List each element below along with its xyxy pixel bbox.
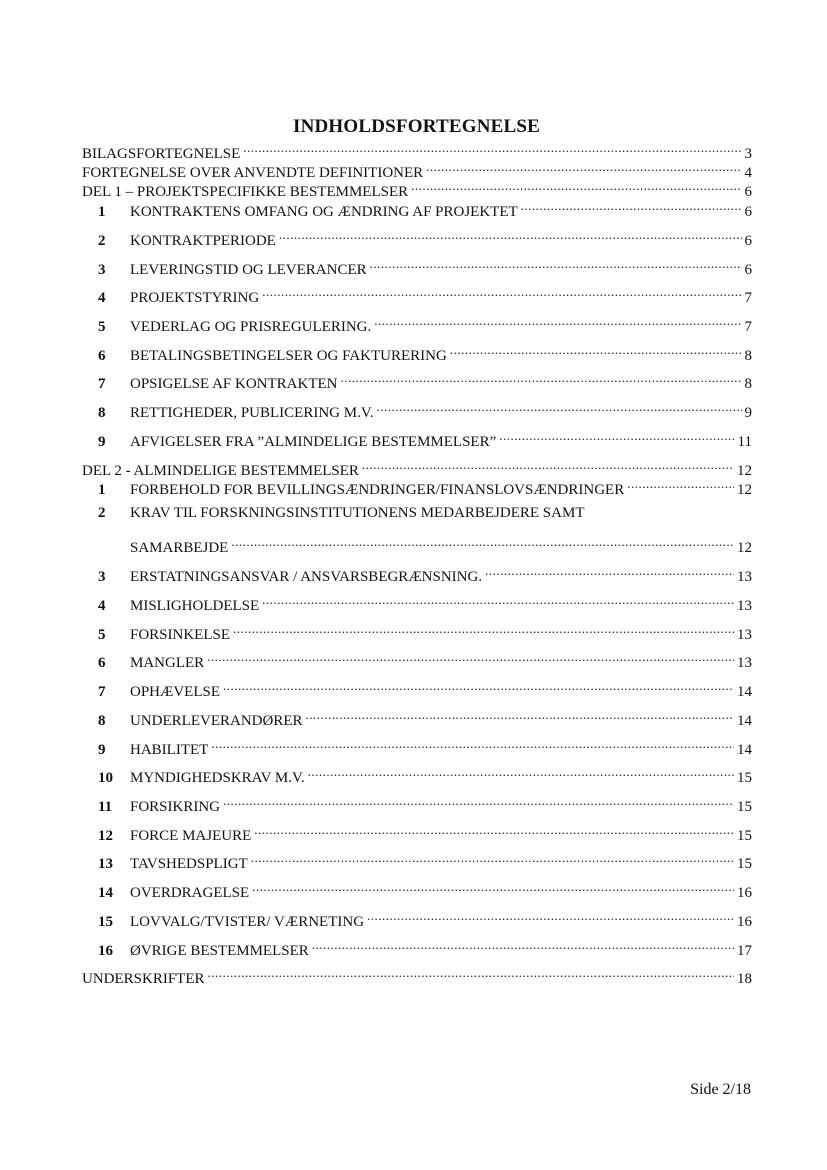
toc-page-number: 4: [744, 165, 752, 181]
toc-number: 13: [98, 856, 113, 872]
dot-leader: [233, 619, 734, 639]
toc-entry-part2-2-continued[interactable]: [98, 532, 752, 556]
toc-entry-part2-1[interactable]: [98, 474, 752, 498]
toc-page-number: 13: [737, 598, 752, 614]
toc-page-number: 15: [737, 770, 752, 786]
toc-page-number: 15: [737, 828, 752, 844]
toc-entry-part1-6[interactable]: [98, 340, 752, 364]
toc-entry-part2-2[interactable]: [98, 503, 752, 523]
dot-leader: [251, 848, 734, 868]
toc-entry-part2-14[interactable]: [98, 877, 752, 901]
toc-entry-part1-7[interactable]: [98, 368, 752, 392]
toc-label: OVERDRAGELSE: [130, 885, 250, 901]
toc-number: 4: [98, 598, 106, 614]
toc-number: 7: [98, 376, 106, 392]
dot-leader: [627, 474, 734, 494]
toc-label: ØVRIGE BESTEMMELSER: [130, 943, 309, 959]
dot-leader: [376, 397, 741, 417]
toc-label: BETALINGSBETINGELSER OG FAKTURERING: [130, 348, 447, 364]
dot-leader: [367, 906, 734, 926]
toc-page-number: 3: [744, 146, 752, 162]
page-footer: Side 2/18: [690, 1081, 751, 1098]
toc-entry-part2-13[interactable]: [98, 848, 752, 872]
dot-leader: [308, 762, 734, 782]
toc-page-number: 15: [737, 799, 752, 815]
toc-page-number: 12: [737, 540, 752, 556]
dot-leader: [243, 138, 741, 158]
toc-page-number: 16: [737, 885, 752, 901]
toc-page-number: 13: [737, 569, 752, 585]
toc-page-number: 7: [744, 319, 752, 335]
toc-number: 5: [98, 319, 106, 335]
toc-label: RETTIGHEDER, PUBLICERING M.V.: [130, 405, 374, 421]
toc-number: 7: [98, 684, 106, 700]
toc-label: MYNDIGHEDSKRAV M.V.: [130, 770, 305, 786]
toc-label: ERSTATNINGSANSVAR / ANSVARSBEGRÆNSNING.: [130, 569, 483, 585]
toc-page-number: 11: [737, 434, 752, 450]
dot-leader: [211, 734, 734, 754]
toc-number: 1: [98, 482, 106, 498]
toc-label: VEDERLAG OG PRISREGULERING.: [130, 319, 372, 335]
dot-leader: [485, 561, 734, 581]
toc-entry-part1-9[interactable]: [98, 426, 752, 450]
toc-number: 14: [98, 885, 113, 901]
toc-label: FORBEHOLD FOR BEVILLINGSÆNDRINGER/FINANSLOVSÆNDRINGER: [130, 482, 625, 498]
toc-entry-part2-4[interactable]: [98, 590, 752, 614]
toc-page-number: 16: [737, 914, 752, 930]
dot-leader: [208, 963, 734, 983]
toc-page-number: 6: [744, 204, 752, 220]
toc-number: 10: [98, 770, 113, 786]
toc-label: LOVVALG/TVISTER/ VÆRNETING: [130, 914, 365, 930]
toc-label: FORSINKELSE: [130, 627, 231, 643]
toc-label: DEL 2 - ALMINDELIGE BESTEMMELSER: [82, 463, 359, 479]
toc-entry-part2-7[interactable]: [98, 676, 752, 700]
toc-label: KONTRAKTPERIODE: [130, 233, 276, 249]
toc-entry-underskrifter[interactable]: [82, 963, 752, 987]
toc-entry-part2-16[interactable]: [98, 935, 752, 959]
dot-leader: [312, 935, 734, 955]
toc-label: KONTRAKTENS OMFANG OG ÆNDRING AF PROJEKTET: [130, 204, 518, 220]
toc-entry-part2-5[interactable]: [98, 619, 752, 643]
dot-leader: [231, 532, 734, 552]
toc-label: KRAV TIL FORSKNINGSINSTITUTIONENS MEDARBEJDERE SAMT: [130, 505, 585, 521]
toc-entry-definitioner[interactable]: [82, 157, 752, 181]
toc-label: MISLIGHOLDELSE: [130, 598, 260, 614]
toc-page-number: 17: [737, 943, 752, 959]
toc-entry-part2-12[interactable]: [98, 820, 752, 844]
dot-leader: [262, 282, 741, 302]
toc-entry-part2-15[interactable]: [98, 906, 752, 930]
toc-page-number: 13: [737, 655, 752, 671]
toc-entry-del-2[interactable]: [82, 455, 752, 479]
toc-number: 4: [98, 290, 106, 306]
toc-label: FORSIKRING: [130, 799, 221, 815]
dot-leader: [279, 225, 742, 245]
toc-entry-part2-6[interactable]: [98, 647, 752, 671]
toc-label: TAVSHEDSPLIGT: [130, 856, 248, 872]
dot-leader: [341, 368, 742, 388]
dot-leader: [262, 590, 734, 610]
toc-page-number: 7: [744, 290, 752, 306]
toc-entry-part2-11[interactable]: [98, 791, 752, 815]
toc-label: HABILITET: [130, 742, 209, 758]
toc-number: 15: [98, 914, 113, 930]
page-title: INDHOLDSFORTEGNELSE: [292, 116, 541, 137]
toc-number: 8: [98, 405, 106, 421]
toc-label: LEVERINGSTID OG LEVERANCER: [130, 262, 367, 278]
toc-page-number: 18: [737, 971, 752, 987]
toc-number: 8: [98, 713, 106, 729]
toc-label: UNDERLEVERANDØRER: [130, 713, 303, 729]
toc-number: 11: [98, 799, 113, 815]
toc-entry-part1-8[interactable]: [98, 397, 752, 421]
dot-leader: [254, 820, 734, 840]
toc-number: 6: [98, 655, 106, 671]
dot-leader: [207, 647, 734, 667]
toc-label: OPHÆVELSE: [130, 684, 221, 700]
dot-leader: [499, 426, 734, 446]
toc-number: 12: [98, 828, 113, 844]
toc-label: SAMARBEJDE: [130, 540, 229, 556]
dot-leader: [374, 311, 741, 331]
toc-page-number: 12: [737, 463, 752, 479]
toc-entry-part1-5[interactable]: [98, 311, 752, 335]
dot-leader: [306, 705, 735, 725]
toc-number: 3: [98, 262, 106, 278]
toc-label: OPSIGELSE AF KONTRAKTEN: [130, 376, 338, 392]
toc-entry-del-1[interactable]: [82, 176, 752, 200]
toc-number: 9: [98, 742, 106, 758]
toc-entry-part2-9[interactable]: [98, 734, 752, 758]
toc-label: AFVIGELSER FRA ”ALMINDELIGE BESTEMMELSER”: [130, 434, 497, 450]
toc-page-number: 6: [744, 233, 752, 249]
toc-entry-part1-2[interactable]: [98, 225, 752, 249]
toc-entry-part1-4[interactable]: [98, 282, 752, 306]
dot-leader: [426, 157, 741, 177]
toc-label: PROJEKTSTYRING: [130, 290, 260, 306]
toc-label: BILAGSFORTEGNELSE: [82, 146, 241, 162]
toc-label: MANGLER: [130, 655, 205, 671]
toc-entry-part1-3[interactable]: [98, 254, 752, 278]
toc-number: 16: [98, 943, 113, 959]
toc-page-number: 13: [737, 627, 752, 643]
toc-entry-part2-3[interactable]: [98, 561, 752, 585]
toc-number: 2: [98, 505, 106, 521]
dot-leader: [252, 877, 734, 897]
toc-page-number: 14: [737, 742, 752, 758]
toc-page-number: 14: [737, 713, 752, 729]
dot-leader: [223, 791, 734, 811]
toc-entry-part2-10[interactable]: [98, 762, 752, 786]
toc-number: 6: [98, 348, 106, 364]
dot-leader: [370, 254, 742, 274]
toc-page-number: 9: [744, 405, 752, 421]
toc-page-number: 8: [744, 376, 752, 392]
toc-number: 1: [98, 204, 106, 220]
dot-leader: [411, 176, 741, 196]
toc-page-number: 15: [737, 856, 752, 872]
toc-label: DEL 1 – PROJEKTSPECIFIKKE BESTEMMELSER: [82, 184, 409, 200]
toc-number: 9: [98, 434, 106, 450]
toc-page-number: 12: [737, 482, 752, 498]
toc-label: UNDERSKRIFTER: [82, 971, 205, 987]
dot-leader: [450, 340, 742, 360]
toc-entry-part1-1[interactable]: [98, 196, 752, 220]
toc-label: FORTEGNELSE OVER ANVENDTE DEFINITIONER: [82, 165, 424, 181]
toc-number: 3: [98, 569, 106, 585]
toc-number: 5: [98, 627, 106, 643]
toc-entry-bilagsfortegnelse[interactable]: [82, 138, 752, 162]
toc-label: FORCE MAJEURE: [130, 828, 252, 844]
toc-page-number: 8: [744, 348, 752, 364]
toc-page-number: 6: [744, 184, 752, 200]
dot-leader: [362, 455, 734, 475]
toc-entry-part2-8[interactable]: [98, 705, 752, 729]
toc-page-number: 14: [737, 684, 752, 700]
dot-leader: [521, 196, 742, 216]
toc-number: 2: [98, 233, 106, 249]
toc-page-number: 6: [744, 262, 752, 278]
dot-leader: [223, 676, 734, 696]
